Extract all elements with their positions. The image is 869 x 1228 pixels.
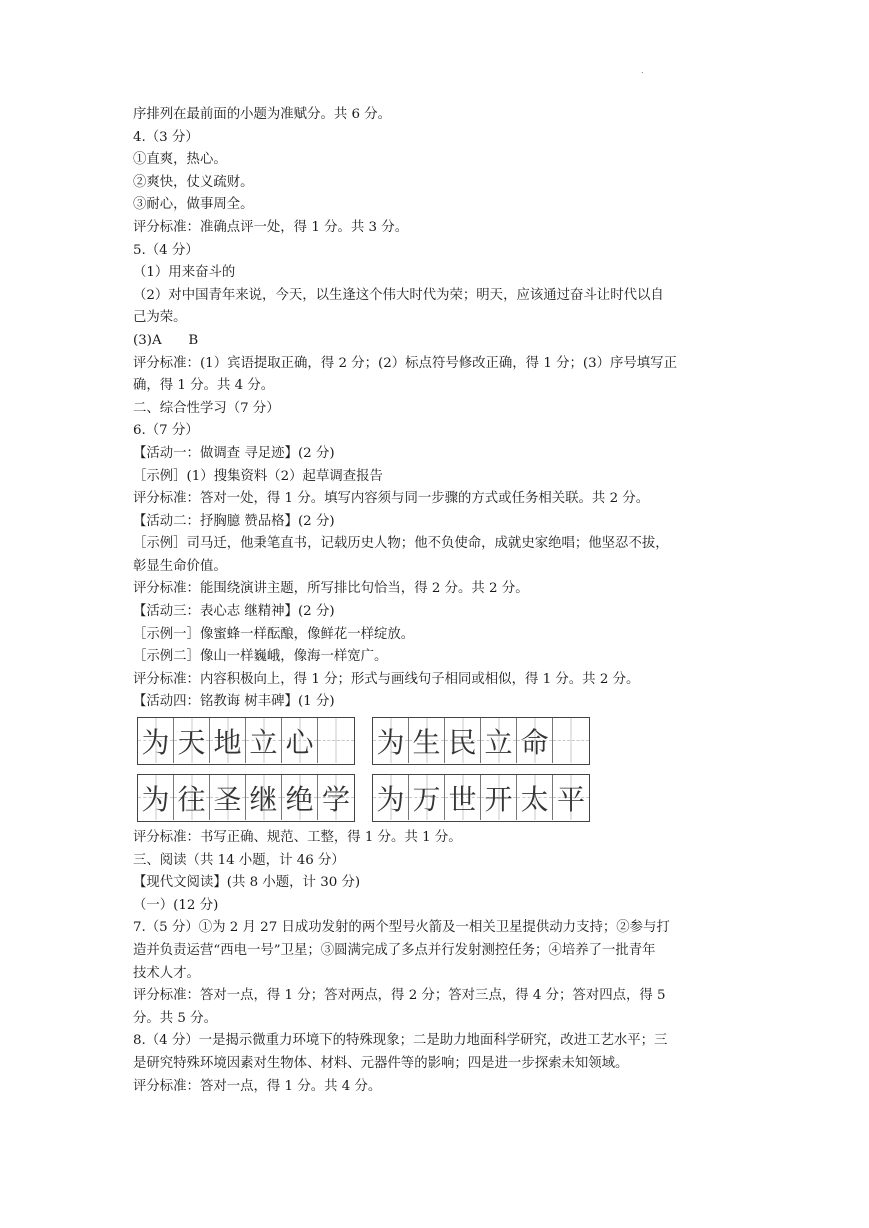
writing-grid <box>372 717 590 765</box>
grid-character: 开 <box>484 782 513 816</box>
text-line: 技术人才。 <box>133 965 200 981</box>
grid-character: 世 <box>448 782 477 816</box>
text-line: ［示例］(1）搜集资料（2）起草调查报告 <box>133 468 383 484</box>
grid-character: 太 <box>520 782 549 816</box>
grid-cell <box>174 775 210 820</box>
text-line: 分。共 5 分。 <box>133 1010 217 1026</box>
grid-cell <box>445 775 481 820</box>
text-line: 7.（5 分）①为 2 月 27 日成功发射的两个型号火箭及一相关卫星提供动力支持；②参与打 <box>133 920 670 936</box>
grid-cell <box>282 718 318 763</box>
text-line: 彰显生命价值。 <box>133 558 227 574</box>
grid-character: 为 <box>376 782 405 816</box>
grid-character: 立 <box>484 725 513 759</box>
grid-character: 天 <box>177 725 206 759</box>
grid-cell <box>246 718 282 763</box>
grid-cell <box>517 775 553 820</box>
text-line: 评分标准：书写正确、规范、工整，得 1 分。共 1 分。 <box>133 830 462 846</box>
text-line: 评分标准：能围绕演讲主题，所写排比句恰当，得 2 分。共 2 分。 <box>133 581 529 597</box>
text-line: 评分标准：内容积极向上，得 1 分；形式与画线句子相同或相似，得 1 分。共 2 分。 <box>133 671 640 687</box>
grid-character: 往 <box>177 782 206 816</box>
grid-cell <box>517 718 553 763</box>
grid-row <box>137 717 745 765</box>
grid-character: 学 <box>321 782 350 816</box>
grid-cell <box>138 718 174 763</box>
grid-cell <box>138 775 174 820</box>
corner-mark: . <box>641 66 644 75</box>
grid-cell <box>373 718 409 763</box>
grid-cell <box>373 775 409 820</box>
text-line: 三、阅读（共 14 小题，计 46 分） <box>133 852 345 868</box>
grid-character: 心 <box>285 725 314 759</box>
text-line: ［示例二］像山一样巍峨，像海一样宽广。 <box>133 649 388 665</box>
text-line: 评分标准：(1）宾语提取正确，得 2 分；(2）标点符号修改正确，得 1 分；(3）序号填写正 <box>133 355 677 371</box>
grid-character: 生 <box>412 725 441 759</box>
text-line: ①直爽，热心。 <box>133 152 227 168</box>
text-line: 评分标准：答对一处，得 1 分。填写内容须与同一步骤的方式或任务相关联。共 2 分。 <box>133 491 650 507</box>
answer-key-document <box>133 104 745 1098</box>
writing-grid <box>137 774 355 822</box>
text-line: 8.（4 分）一是揭示微重力环境下的特殊现象；二是助力地面科学研究，改进工艺水平；三 <box>133 1033 668 1049</box>
writing-grid <box>137 717 355 765</box>
grid-cell <box>318 775 354 820</box>
grid-cell <box>246 775 282 820</box>
text-line: ②爽快，仗义疏财。 <box>133 174 254 190</box>
text-line: 是研究特殊环境因素对生物体、材料、元器件等的影响；四是进一步探索未知领域。 <box>133 1055 629 1071</box>
grid-cell <box>210 775 246 820</box>
grid-cell <box>409 718 445 763</box>
text-line: 【活动三：表心志 继精神】(2 分) <box>133 604 335 620</box>
text-line: 序排列在最前面的小题为准赋分。共 6 分。 <box>133 107 392 122</box>
text-line: ［示例一］像蜜蜂一样酝酿，像鲜花一样绽放。 <box>133 626 415 642</box>
grid-character: 圣 <box>213 782 242 816</box>
grid-cell <box>553 775 589 820</box>
grid-character: 继 <box>249 782 278 816</box>
grid-character: 为 <box>141 725 170 759</box>
grid-row <box>137 774 745 822</box>
grid-character: 民 <box>448 725 477 759</box>
grid-character: 地 <box>213 725 242 759</box>
text-line: ③耐心，做事周全。 <box>133 197 254 213</box>
grid-character: 为 <box>141 782 170 816</box>
text-line: 【活动四：铭教诲 树丰碑】(1 分) <box>133 694 335 710</box>
grid-cell <box>174 718 210 763</box>
text-line: 造并负责运营“西电一号”卫星；③圆满完成了多点并行发射测控任务；④培养了一批青年 <box>133 943 656 958</box>
text-line: 评分标准：答对一点，得 1 分。共 4 分。 <box>133 1078 382 1094</box>
grid-cell <box>409 775 445 820</box>
text-line: 确，得 1 分。共 4 分。 <box>133 378 275 394</box>
text-line: 6.（7 分） <box>133 423 199 439</box>
text-line: 5.（4 分） <box>133 242 199 258</box>
grid-character: 为 <box>376 725 405 759</box>
grid-cell <box>553 718 589 763</box>
text-line: ［示例］司马迁，他秉笔直书，记载历史人物；他不负使命，成就史家绝唱；他坚忍不拔， <box>133 536 669 552</box>
text-line: 4.（3 分） <box>133 129 199 145</box>
text-line: （一）(12 分) <box>133 897 219 913</box>
grid-cell <box>445 718 481 763</box>
grid-cell <box>318 718 354 763</box>
text-line: (3)A B <box>133 332 199 348</box>
grid-character: 立 <box>249 725 278 759</box>
answer-section-top <box>133 104 745 714</box>
text-line: （2）对中国青年来说，今天，以生逢这个伟大时代为荣；明天，应该通过奋斗让时代以自 <box>133 287 664 303</box>
text-line: 评分标准：答对一点，得 1 分；答对两点，得 2 分；答对三点，得 4 分；答对四点，得 5 <box>133 988 666 1004</box>
answer-section-bottom <box>133 827 745 1098</box>
text-line: 评分标准：准确点评一处，得 1 分。共 3 分。 <box>133 219 409 235</box>
text-line: 己为荣。 <box>133 310 187 326</box>
grid-cell <box>481 718 517 763</box>
text-line: 【现代文阅读】(共 8 小题，计 30 分) <box>133 875 361 891</box>
grid-character: 平 <box>556 782 585 816</box>
grid-cell <box>481 775 517 820</box>
text-line: （1）用来奋斗的 <box>133 265 236 281</box>
text-line: 【活动二：抒胸臆 赞品格】(2 分) <box>133 513 335 529</box>
grid-character: 命 <box>520 725 549 759</box>
grid-character: 绝 <box>285 782 314 816</box>
grid-cell <box>210 718 246 763</box>
writing-grid <box>372 774 590 822</box>
grid-cell <box>282 775 318 820</box>
text-line: 二、综合性学习（7 分） <box>133 400 280 416</box>
calligraphy-grids <box>133 714 745 827</box>
grid-character: 万 <box>412 782 441 816</box>
text-line: 【活动一：做调查 寻足迹】(2 分) <box>133 445 335 461</box>
